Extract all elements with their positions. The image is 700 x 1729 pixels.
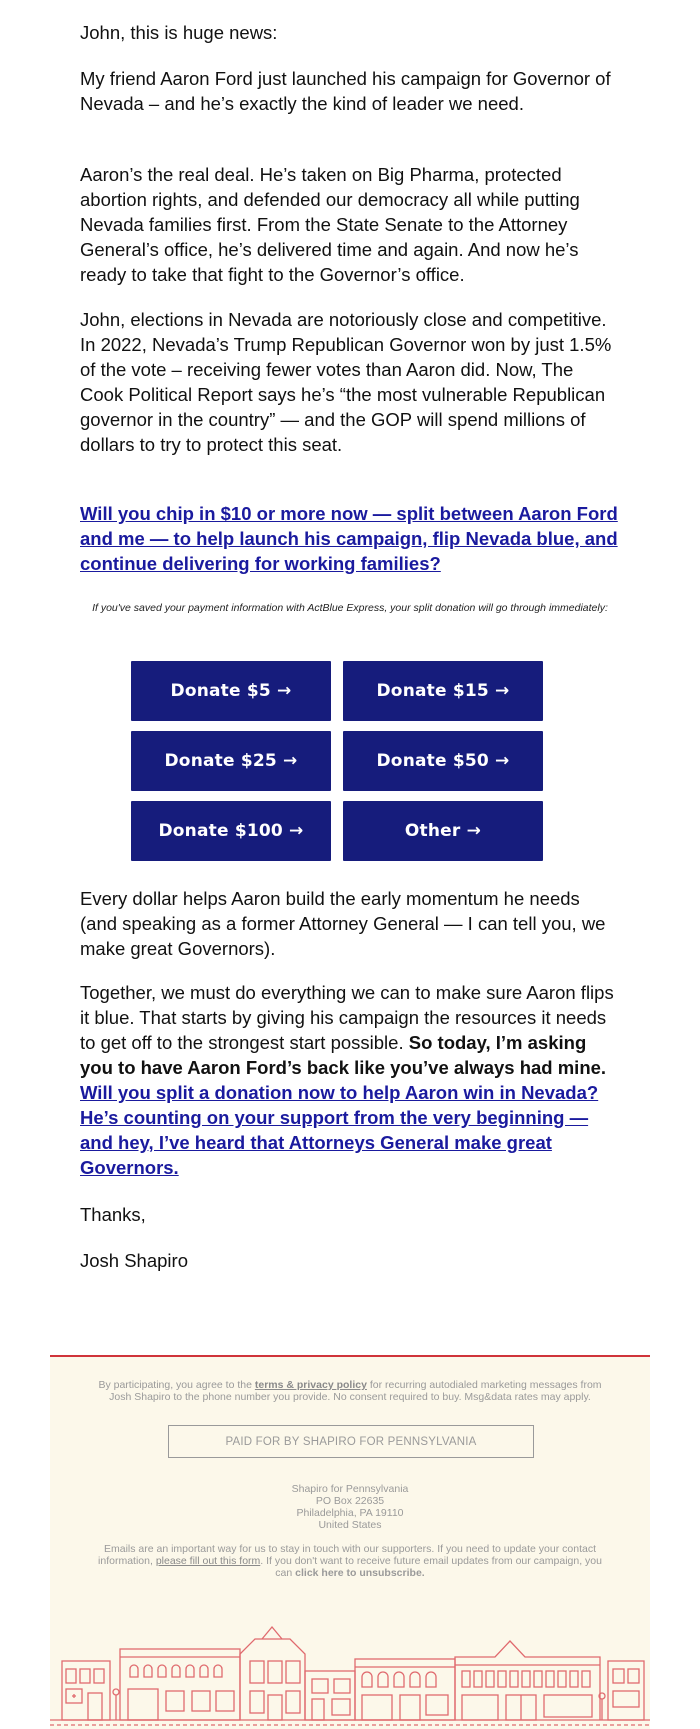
donate-25-button[interactable]: Donate $25 → xyxy=(131,731,331,791)
donate-5-button[interactable]: Donate $5 → xyxy=(131,661,331,721)
donate-50-button[interactable]: Donate $50 → xyxy=(343,731,543,791)
signature: Josh Shapiro xyxy=(80,1250,188,1271)
actblue-express-note: If you've saved your payment information with ActBlue Express, your split donation will go through immediately: xyxy=(92,602,608,614)
split-donation-link[interactable]: Will you split a donation now to help Aaron win in Nevada? He’s counting on your support from the very beginning — and hey, I’ve heard that Attorneys General make great Governors. xyxy=(80,1082,599,1178)
address-line: Shapiro for Pennsylvania xyxy=(291,1483,409,1495)
sms-disclaimer xyxy=(90,1379,610,1403)
donate-other-button[interactable]: Other → xyxy=(343,801,543,861)
sms-text: By participating, you agree to the xyxy=(98,1379,255,1391)
unsubscribe-link[interactable]: click here to unsubscribe. xyxy=(295,1567,425,1579)
paragraph-5-bold: So today, I’m asking you to have Aaron Ford’s back like you’ve always had mine. xyxy=(80,1032,607,1078)
sms-text-end: for recurring autodialed marketing messages from Josh Shapiro to the phone number you provide. No consent required to buy. Msg&data rates may apply. xyxy=(109,1379,602,1403)
address-line: Philadelphia, PA 19110 xyxy=(296,1507,404,1519)
update-form-link[interactable]: please fill out this form xyxy=(155,1555,261,1567)
donate-100-button[interactable]: Donate $100 → xyxy=(131,801,331,861)
paragraph-5 xyxy=(80,980,620,1180)
paragraph-5-text: Together, we must do everything we can to make sure Aaron flips it blue. That starts by giving his campaign the resources it needs to get off to the strongest start possible. xyxy=(80,982,614,1053)
terms-privacy-link[interactable]: terms & privacy policy xyxy=(254,1379,367,1391)
address-line: PO Box 22635 xyxy=(315,1495,385,1507)
town-skyline-illustration xyxy=(50,1599,650,1729)
paragraph-1: My friend Aaron Ford just launched his campaign for Governor of Nevada – and he’s exactly the kind of leader we need. xyxy=(80,68,611,114)
footer xyxy=(50,1355,650,1729)
paid-for-disclaimer: PAID FOR BY SHAPIRO FOR PENNSYLVANIA xyxy=(168,1425,534,1458)
paragraph-4: Every dollar helps Aaron build the early momentum he needs (and speaking as a former Attorney General — I can tell you, we make great Governors). xyxy=(80,888,606,959)
greeting: John, this is huge news: xyxy=(80,22,278,43)
address-line: United States xyxy=(318,1519,382,1531)
closing-thanks: Thanks, xyxy=(80,1204,146,1225)
email-pref-text: Emails are an important way for us to stay in touch with our supporters. If you need to update your contact information, xyxy=(98,1543,596,1567)
donate-15-button[interactable]: Donate $15 → xyxy=(343,661,543,721)
mailing-address xyxy=(50,1483,650,1531)
paragraph-2: Aaron’s the real deal. He’s taken on Big Pharma, protected abortion rights, and defended our democracy all while putting Nevada families first. From the State Senate to the Attorney General’s office, he’s delivered time and again. And now he’s ready to take that fight to the Governor’s office. xyxy=(80,164,580,285)
email-pref-text-mid: . If you don't want to receive future email updates from our campaign, you can xyxy=(260,1555,602,1579)
email-preferences xyxy=(90,1543,610,1579)
cta-link[interactable]: Will you chip in $10 or more now — split between Aaron Ford and me — to help launch his campaign, flip Nevada blue, and continue delivering for working families? xyxy=(80,503,618,574)
paragraph-3: John, elections in Nevada are notoriously close and competitive. In 2022, Nevada’s Trump Republican Governor won by just 1.5% of the vote – receiving fewer votes than Aaron did. Now, The Cook Political Report says he’s “the most vulnerable Republican governor in the country” — and the GOP will spend millions of dollars to try to protect this seat. xyxy=(80,309,612,455)
